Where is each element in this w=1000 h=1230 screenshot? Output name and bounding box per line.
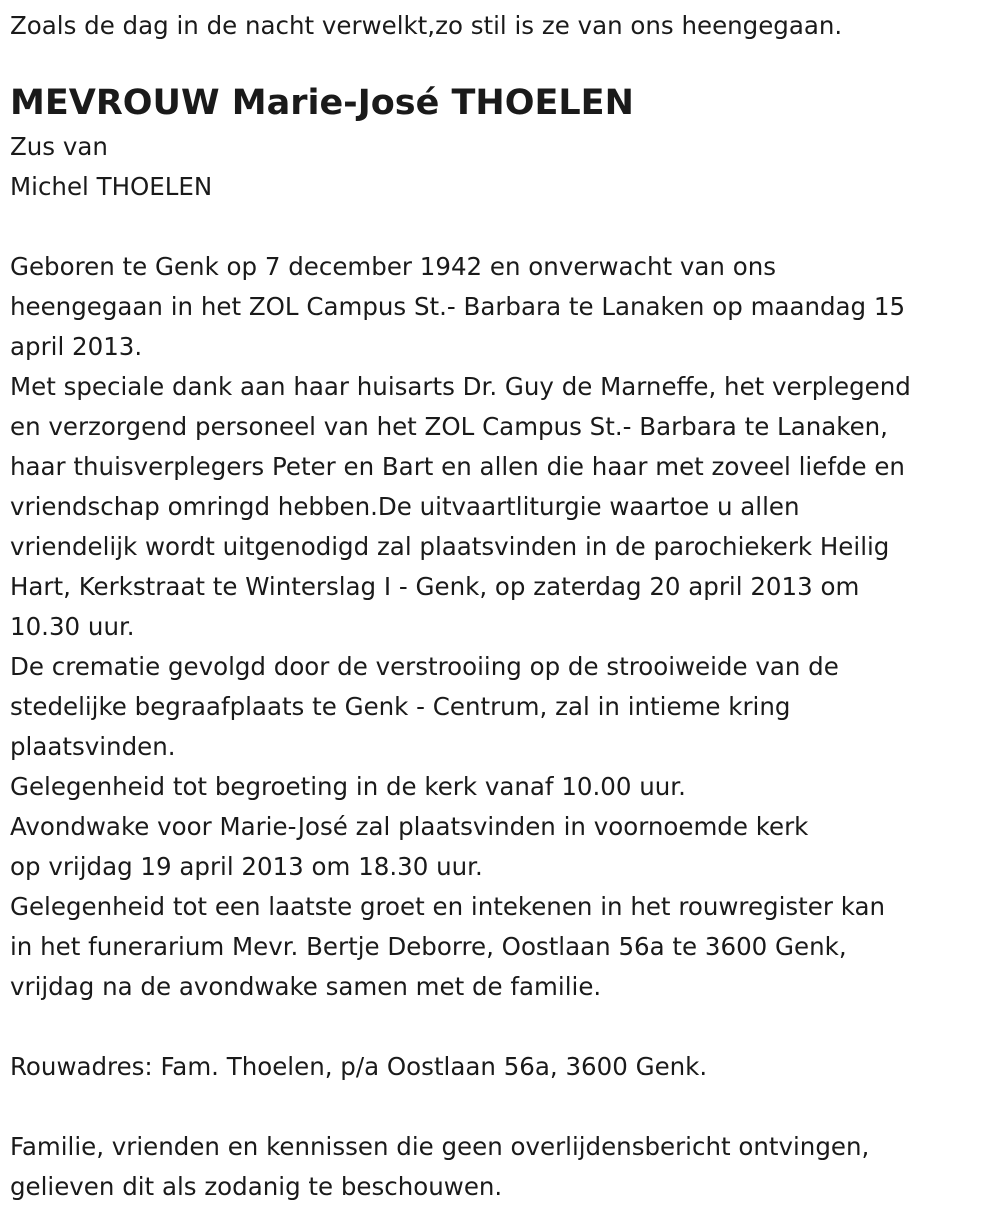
spacer bbox=[10, 1007, 995, 1047]
body-line: 10.30 uur. bbox=[10, 612, 135, 641]
relation-line: Michel THOELEN bbox=[10, 172, 213, 201]
body-line: heengegaan in het ZOL Campus St.- Barbara te Lanaken op maandag 15 bbox=[10, 292, 906, 321]
body-line: haar thuisverplegers Peter en Bart en allen die haar met zoveel liefde en bbox=[10, 452, 905, 481]
body-line: vriendelijk wordt uitgenodigd zal plaatsvinden in de parochiekerk Heilig bbox=[10, 532, 890, 561]
body-line: Geboren te Genk op 7 december 1942 en onverwacht van ons bbox=[10, 252, 777, 281]
body-line: Gelegenheid tot een laatste groet en intekenen in het rouwregister kan bbox=[10, 892, 885, 921]
deceased-name: MEVROUW Marie-José THOELEN bbox=[10, 83, 634, 123]
body-line: Gelegenheid tot begroeting in de kerk vanaf 10.00 uur. bbox=[10, 772, 686, 801]
body-text bbox=[10, 247, 995, 1007]
body-line: Avondwake voor Marie-José zal plaatsvinden in voornoemde kerk bbox=[10, 812, 809, 841]
body-line: Met speciale dank aan haar huisarts Dr. Guy de Marneffe, het verplegend bbox=[10, 372, 911, 401]
body-line: in het funerarium Mevr. Bertje Deborre, Oostlaan 56a te 3600 Genk, bbox=[10, 932, 847, 961]
body-line: op vrijdag 19 april 2013 om 18.30 uur. bbox=[10, 852, 483, 881]
obituary-notice bbox=[10, 0, 995, 1207]
closing-line: Familie, vrienden en kennissen die geen overlijdensbericht ontvingen, bbox=[10, 1132, 870, 1161]
relation-block bbox=[10, 127, 995, 207]
body-line: en verzorgend personeel van het ZOL Campus St.- Barbara te Lanaken, bbox=[10, 412, 888, 441]
mourning-address: Rouwadres: Fam. Thoelen, p/a Oostlaan 56a, 3600 Genk. bbox=[10, 1052, 708, 1081]
body-line: vriendschap omringd hebben.De uitvaartliturgie waartoe u allen bbox=[10, 492, 800, 521]
body-line: stedelijke begraafplaats te Genk - Centrum, zal in intieme kring bbox=[10, 692, 791, 721]
relation-line: Zus van bbox=[10, 132, 108, 161]
closing-text bbox=[10, 1127, 995, 1207]
body-line: Hart, Kerkstraat te Winterslag I - Genk, op zaterdag 20 april 2013 om bbox=[10, 572, 860, 601]
spacer bbox=[10, 207, 995, 247]
intro-verse: Zoals de dag in de nacht verwelkt,zo stil is ze van ons heengegaan. bbox=[10, 11, 843, 40]
closing-line: gelieven dit als zodanig te beschouwen. bbox=[10, 1172, 503, 1201]
body-line: De crematie gevolgd door de verstrooiing op de strooiweide van de bbox=[10, 652, 839, 681]
body-line: vrijdag na de avondwake samen met de familie. bbox=[10, 972, 602, 1001]
spacer bbox=[10, 1087, 995, 1127]
body-line: april 2013. bbox=[10, 332, 143, 361]
body-line: plaatsvinden. bbox=[10, 732, 176, 761]
